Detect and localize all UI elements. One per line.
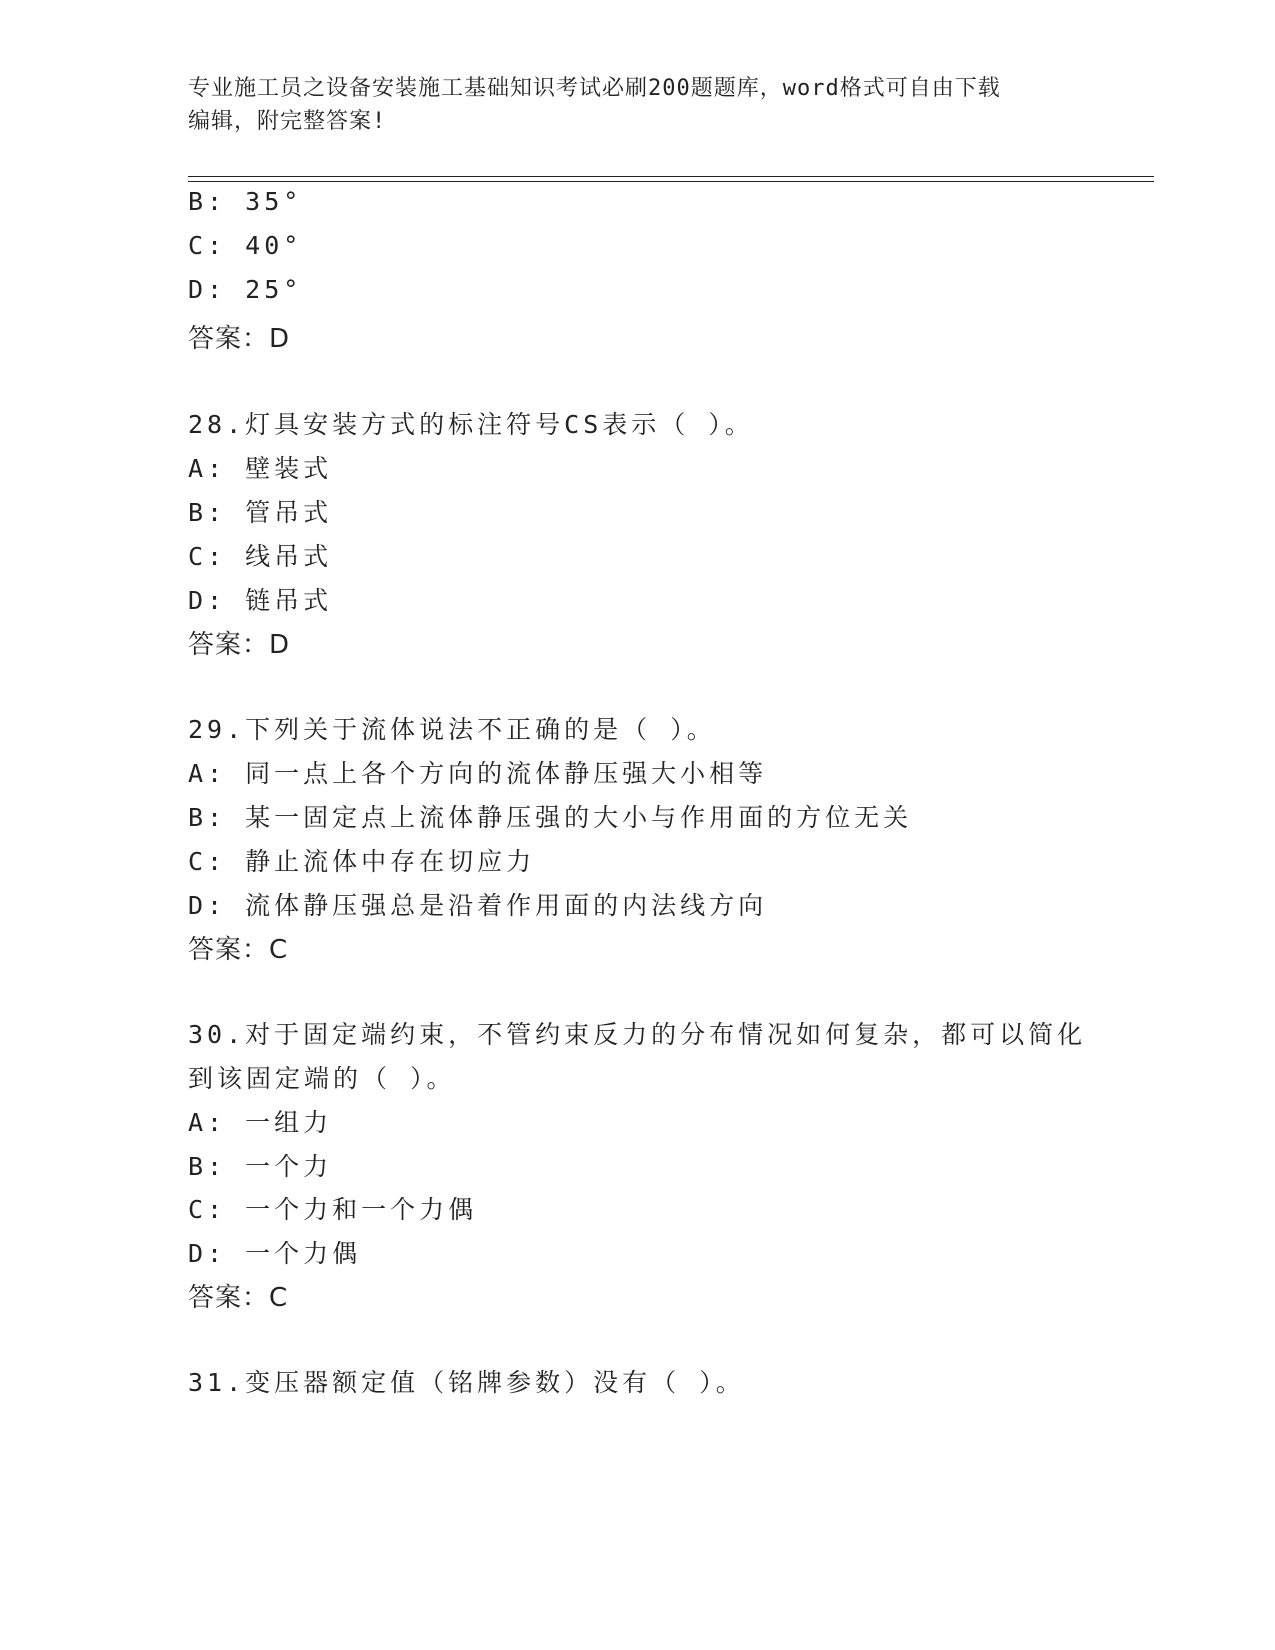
header-line-2: 编辑，附完整答案! [188,109,387,134]
question-text-line-1: 对于固定端约束，不管约束反力的分布情况如何复杂，都可以简化 [245,1020,1087,1049]
header-line-1: 专业施工员之设备安装施工基础知识考试必刷200题题库，word格式可自由下载 [188,76,1001,101]
q29-option-b: B: 某一固定点上流体静压强的大小与作用面的方位无关 [188,803,913,832]
q28-answer: 答案：D [188,630,291,660]
question-30-line-2: 到该固定端的（ ）。 [188,1064,456,1093]
q30-option-c: C: 一个力和一个力偶 [188,1195,478,1224]
q30-option-a: A: 一组力 [188,1108,333,1137]
question-text: 下列关于流体说法不正确的是（ ）。 [245,715,716,744]
question-number: 28. [188,410,246,439]
question-number: 29. [188,715,246,744]
q30-answer: 答案：C [188,1283,289,1313]
q28-option-b: B: 管吊式 [188,498,333,527]
q29-option-c: C: 静止流体中存在切应力 [188,847,536,876]
q29-option-a: A: 同一点上各个方向的流体静压强大小相等 [188,759,768,788]
document-header [188,72,1088,138]
question-number: 31. [188,1368,246,1397]
question-number: 30. [188,1020,246,1049]
prev-option-b: B: 35° [188,187,303,216]
q30-option-d: D: 一个力偶 [188,1239,362,1268]
prev-option-d: D: 25° [188,275,303,304]
question-29 [188,710,716,746]
q28-option-d: D: 链吊式 [188,586,333,615]
q28-option-c: C: 线吊式 [188,542,333,571]
q30-option-b: B: 一个力 [188,1152,333,1181]
q29-answer: 答案：C [188,935,289,965]
question-30 [188,1015,1086,1051]
question-31 [188,1363,745,1399]
question-28 [188,405,754,441]
question-text: 灯具安装方式的标注符号CS表示（ ）。 [245,410,754,439]
prev-answer: 答案：D [188,324,291,354]
q28-option-a: A: 壁装式 [188,454,333,483]
q29-option-d: D: 流体静压强总是沿着作用面的内法线方向 [188,891,768,920]
header-divider-bottom [188,181,1154,182]
header-divider-top [188,176,1154,177]
question-text: 变压器额定值（铭牌参数）没有（ ）。 [245,1368,745,1397]
prev-option-c: C: 40° [188,231,303,260]
